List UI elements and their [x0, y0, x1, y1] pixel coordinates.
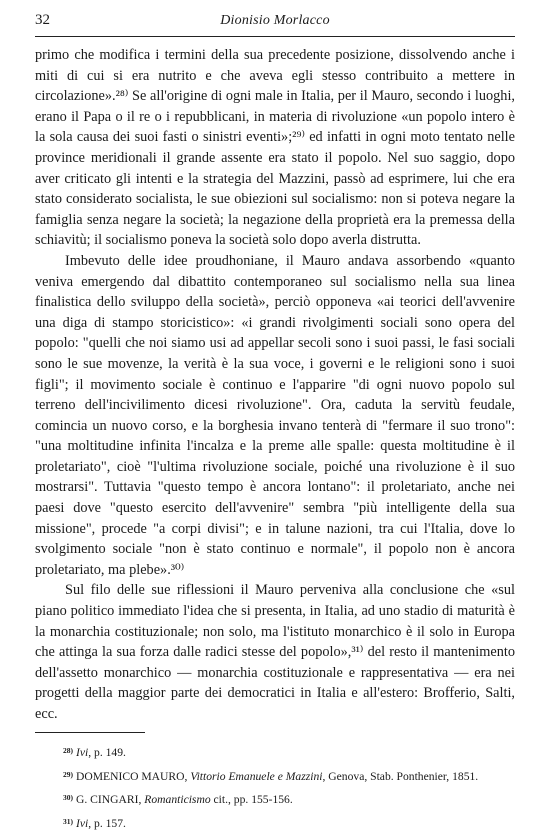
- footnote-source: Ivi: [76, 746, 89, 759]
- footnote-title: Vittorio Emanuele e Mazzini: [190, 769, 323, 783]
- footnote-title: Romanticismo: [144, 793, 211, 806]
- footnotes: [35, 742, 515, 836]
- footnote-publication: cit., pp. 155-156.: [210, 793, 293, 806]
- footnote-page: , p. 149.: [88, 746, 126, 759]
- footnote-number: 31): [63, 816, 73, 826]
- footnote-31: [63, 813, 515, 833]
- footnote-number: 30): [63, 793, 73, 802]
- footnote-author: DOMENICO MAURO,: [76, 769, 191, 783]
- footnote-number: 28): [63, 746, 73, 755]
- page-number: 32: [35, 12, 50, 28]
- paragraph-3: Sul filo delle sue riflessioni il Mauro perveniva alla conclusione che «sul piano politico immediato l'idea che si presenta, in Italia, ad uno stadio di maturità è la monarchia costituzionale; non solo, ma l'istituto monarchico è il solo in Europa che attinga la sua forza dalle radici stesse del popolo»,³¹⁾ del resto il mantenimento dell'assetto monarchico — monarchia costituzionale e rappresentativa — era nei progetti della maggior parte dei democratici in Italia e all'estero: Brofferio, Salti, ecc.: [35, 582, 515, 722]
- body-text: [35, 45, 515, 725]
- footnote-29: [63, 766, 515, 786]
- footnote-page: , p. 157.: [88, 816, 126, 830]
- footnote-28: [63, 742, 515, 762]
- paragraph-1: primo che modifica i termini della sua precedente posizione, dissolvendo anche i miti di cui si era nutrito e che aveva egli stesso contribuito a mettere in circolazione».²⁸⁾ Se all'origine di ogni male in Italia, per il Mauro, secondo i luoghi, erano il Papa o il re o i repubblicani, in materia di rivoluzione «un popolo intero è la sola causa dei suoi fasti o sinistri eventi»;²⁹⁾ ed infatti in ogni moto tentato nelle province meridionali il grande assente era stato il popolo. Nel suo saggio, dopo aver criticato gli intenti e la strategia del Mazzini, passò ad esprimere, lui che era stato considerato socialista, le sue obiezioni sul socialismo: non si poteva negare la famiglia senza negare la società; la negazione della proprietà era la premessa della schiavitù; il socialismo poneva la società solo dopo averla distrutta.: [35, 47, 515, 249]
- footnote-publication: , Genova, Stab. Ponthenier, 1851.: [322, 769, 479, 783]
- header-rule: [35, 36, 515, 37]
- paragraph-2: Imbevuto delle idee proudhoniane, il Mauro andava assorbendo «quanto veniva emergendo dal dibattito contemporaneo sul socialismo nella sua linea finalistica dello sviluppo della società», perciò opponeva «ai teorici dell'avvenire una diga di stampo storicistico»: «i grandi rivolgimenti sociali sono opera del popolo: "quelli che noi siamo usi ad appellar secoli sono i suoi passi, le fasi sociali sono le sue movenze, la verità è la sua voce, i governi e le religioni sono i suoi figli"; il movimento sociale è continuo e l'apparire "di ogni nuovo popolo sul terreno dell'incivilimento dicesi rivoluzione". Ora, caduta la servitù feudale, comincia un nuovo corso, e la borghesia invano tenterà di "fermare il suo trono": "una moltitudine infinita l'incalza e la preme alle spalle: questa moltitudine è il proletariato", cioè "l'ultima rivoluzione sociale, poiché una rivoluzione è il suo mostrarsi". Tuttavia "questo tempo è ancora lontano": il proletariato, anche nei paesi dove "questo esercito dell'avvenire" sembra "più intelligente della sua missione", procede "a corpi divisi"; e in talune nazioni, tra cui l'Italia, dove lo svolgimento sociale "non è stato continuo e normale", il popolo non è ancora proletariato, ma plebe».³⁰⁾: [35, 252, 515, 578]
- page-header: [35, 12, 515, 36]
- footnote-30: [63, 789, 515, 809]
- footnote-number: 29): [63, 769, 73, 779]
- running-head: Dionisio Morlacco: [220, 13, 330, 28]
- footnote-source: Ivi: [76, 816, 89, 830]
- footnote-rule: [35, 732, 145, 733]
- footnote-author: G. CINGARI,: [76, 793, 145, 806]
